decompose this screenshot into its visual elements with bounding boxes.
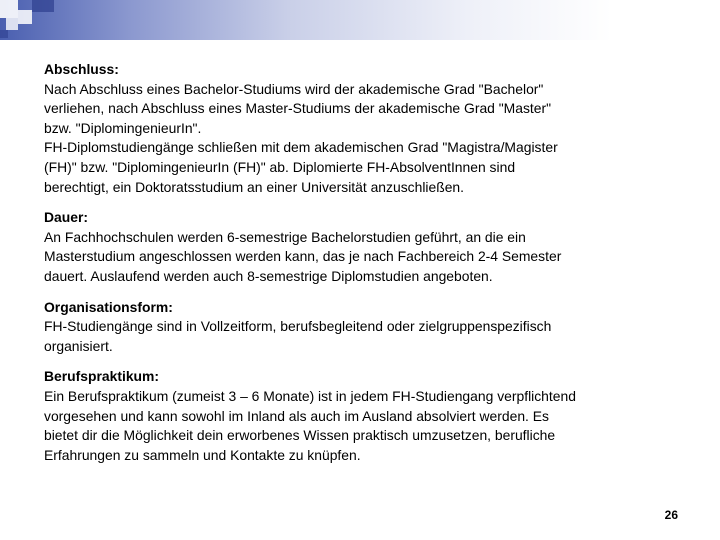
text-line: Masterstudium angeschlossen werden kann, das je nach Fachbereich 2-4 Semester (44, 248, 562, 265)
text-line: vorgesehen und kann sowohl im Inland als auch im Ausland absolviert werden. Es (44, 407, 549, 424)
decorative-square (0, 30, 8, 38)
section-heading: Berufspraktikum: (44, 368, 160, 385)
decorative-square (0, 0, 18, 18)
decorative-square (18, 10, 32, 24)
section-abschluss (44, 60, 684, 197)
section-heading: Dauer: (44, 209, 88, 226)
decorative-square (32, 0, 54, 12)
header-banner (0, 0, 720, 40)
text-line: Erfahrungen zu sammeln und Kontakte zu knüpfen. (44, 446, 361, 463)
slide-content (44, 60, 684, 476)
text-line: bzw. "DiplomingenieurIn". (44, 119, 202, 136)
text-line: bietet dir die Möglichkeit dein erworbenes Wissen praktisch umzusetzen, berufliche (44, 427, 556, 444)
section-organisationsform (44, 298, 684, 357)
text-line: FH-Diplomstudiengänge schließen mit dem akademischen Grad "Magistra/Magister (44, 139, 558, 156)
page-number: 26 (664, 508, 678, 522)
decorative-square (6, 18, 18, 30)
text-line: verliehen, nach Abschluss eines Master-Studiums der akademische Grad "Master" (44, 100, 552, 117)
section-heading: Abschluss: (44, 61, 119, 77)
text-line: (FH)" bzw. "DiplomingenieurIn (FH)" ab. Diplomierte FH-AbsolventInnen sind (44, 158, 516, 175)
text-line: Nach Abschluss eines Bachelor-Studiums wird der akademische Grad "Bachelor" (44, 80, 544, 97)
text-line: dauert. Auslaufend werden auch 8-semestrige Diplomstudien angeboten. (44, 267, 493, 284)
text-line: FH-Studiengänge sind in Vollzeitform, berufsbegleitend oder zielgruppenspezifisch (44, 318, 552, 335)
text-line: berechtigt, ein Doktoratsstudium an einer Universität anzuschließen. (44, 178, 465, 195)
section-dauer (44, 208, 684, 286)
text-line: An Fachhochschulen werden 6-semestrige Bachelorstudien geführt, an die ein (44, 228, 526, 245)
text-line: organisiert. (44, 337, 113, 354)
section-berufspraktikum (44, 367, 684, 465)
text-line: Ein Berufspraktikum (zumeist 3 – 6 Monate) ist in jedem FH-Studiengang verpflichtend (44, 387, 576, 404)
section-heading: Organisationsform: (44, 298, 173, 315)
